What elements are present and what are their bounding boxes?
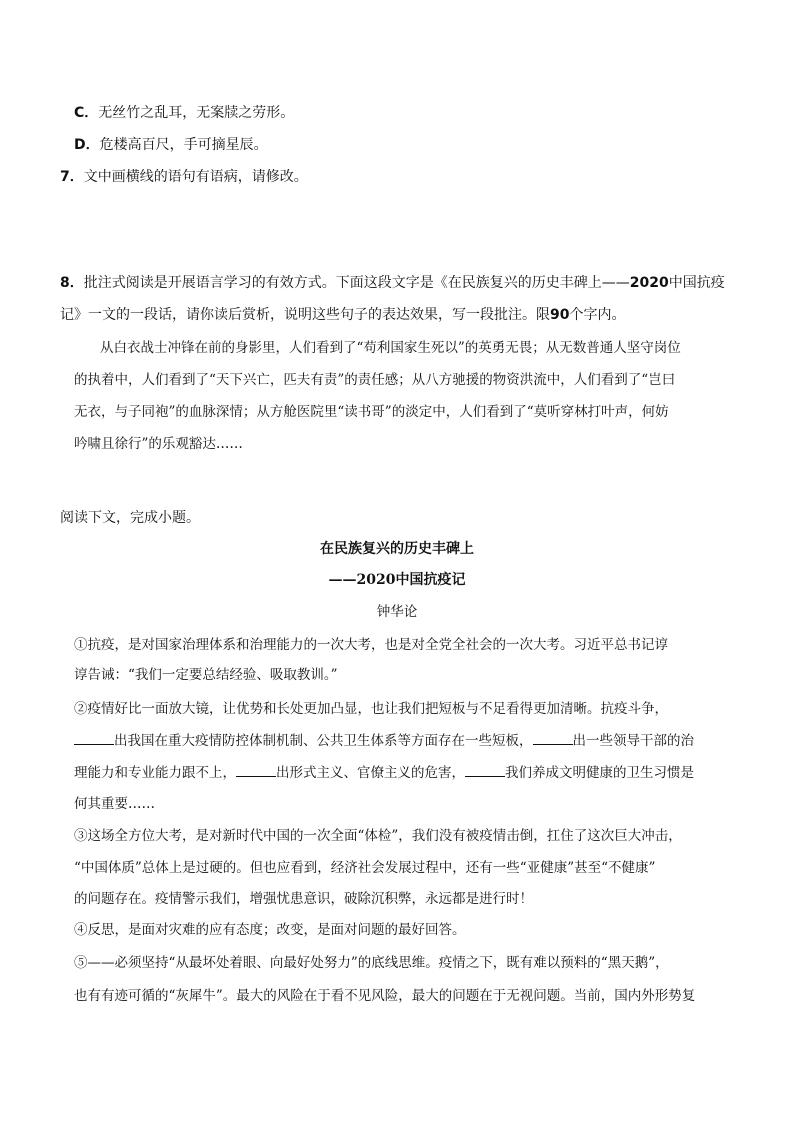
question-7 <box>60 166 308 186</box>
paragraph-2-line-3 <box>74 761 694 781</box>
question-8-text-2-end: 个字内。 <box>569 307 626 323</box>
question-8-text-1-end: 中国抗疫 <box>668 275 725 291</box>
paragraph-2-text-e: 我们养成文明健康的卫生习惯是 <box>505 765 694 781</box>
subtitle-year: 2020 <box>356 572 396 588</box>
paragraph-2-line-4: 何其重要…… <box>74 796 155 812</box>
paragraph-2-text-a: 出我国在重大疫情防控体制机制、公共卫生体系等方面存在一些短板， <box>114 733 533 749</box>
question-8-line-2 <box>60 304 625 324</box>
paragraph-1-line-2: 谆告诫：“我们一定要总结经验、吸取教训。” <box>74 667 338 683</box>
option-c-label: C． <box>74 105 99 121</box>
paragraph-2-line-1: ②疫情好比一面放大镜，让优势和长处更加凸显，也让我们把短板与不足看得更加清晰。抗疫斗争， <box>74 701 668 717</box>
paragraph-2-text-d: 出形式主义、官僚主义的危害， <box>276 765 465 781</box>
option-d-label: D． <box>74 137 100 153</box>
question-8-number: 8． <box>60 275 84 291</box>
question-8-text-1: 批注式阅读是开展语言学习的有效方式。下面这段文字是《在民族复兴的历史丰碑上—— <box>83 275 630 291</box>
question-8-text-2: 记》一文的一段话，请你读后赏析，说明这些句子的表达效果，写一段批注。限 <box>60 307 550 323</box>
article-subtitle <box>0 569 794 589</box>
fill-blank-1[interactable] <box>74 732 114 745</box>
option-d-text: 危楼高百尺，手可摘星辰。 <box>99 137 268 153</box>
option-c-text: 无丝竹之乱耳，无案牍之劳形。 <box>98 105 295 121</box>
paragraph-2-text-b: 出一些领导干部的治 <box>572 733 694 749</box>
question-8-line-1 <box>60 272 725 292</box>
paragraph-5-line-2: 也有有迹可循的“灰犀牛”。最大的风险在于看不见风险，最大的问题在于无视问题。当前，国内外形势复 <box>74 988 696 1004</box>
paragraph-2-text-c: 理能力和专业能力跟不上， <box>74 765 236 781</box>
subtitle-dash: —— <box>328 572 357 588</box>
article-title: 在民族复兴的历史丰碑上 <box>320 541 474 557</box>
fill-blank-2[interactable] <box>533 732 573 745</box>
paragraph-3-line-3: 的问题存在。疫情警示我们，增强忧患意识，破除沉积弊，永远都是进行时！ <box>74 891 533 907</box>
fill-blank-4[interactable] <box>465 764 505 777</box>
subtitle-text: 中国抗疫记 <box>395 572 466 588</box>
article-author: 钟华论 <box>376 604 418 620</box>
option-c <box>74 102 294 122</box>
paragraph-3-line-2: “中国体质”总体上是过硬的。但也应看到，经济社会发展过程中，还有一些“亚健康”甚至“不健康” <box>74 860 656 876</box>
question-8-limit: 90 <box>550 307 570 323</box>
paragraph-1-line-1: ①抗疫，是对国家治理体系和治理能力的一次大考，也是对全党全社会的一次大考。习近平总书记谆 <box>74 637 668 653</box>
paragraph-2-line-2 <box>74 729 694 749</box>
reading-intro: 阅读下文，完成小题。 <box>60 510 200 526</box>
fill-blank-3[interactable] <box>236 764 276 777</box>
quote-line-3: 无衣，与子同袍”的血脉深情；从方舱医院里“读书哥”的淡定中，人们看到了“莫听穿林打叶声，何妨 <box>74 404 669 420</box>
quote-line-4: 吟啸且徐行”的乐观豁达…… <box>74 436 243 452</box>
option-d <box>74 134 268 154</box>
paragraph-5-line-1: ⑤——必须坚持“从最坏处着眼、向最好处努力”的底线思维。疫情之下，既有难以预料的“黑天鹅”， <box>74 955 669 971</box>
quote-line-1: 从白衣战士冲锋在前的身影里，人们看到了“苟利国家生死以”的英勇无畏；从无数普通人坚守岗位 <box>100 340 681 356</box>
question-7-text: 文中画横线的语句有语病，请修改。 <box>83 169 308 185</box>
question-8-year: 2020 <box>629 275 669 291</box>
question-7-number: 7． <box>60 169 84 185</box>
quote-line-2: 的执着中，人们看到了“天下兴亡，匹夫有责”的责任感；从八方驰援的物资洪流中，人们看到了“岂曰 <box>74 372 676 388</box>
paragraph-3-line-1: ③这场全方位大考，是对新时代中国的一次全面“体检”，我们没有被疫情击倒，扛住了这次巨大冲击， <box>74 828 682 844</box>
paragraph-4: ④反思，是面对灾难的应有态度；改变，是面对问题的最好回答。 <box>74 922 466 938</box>
